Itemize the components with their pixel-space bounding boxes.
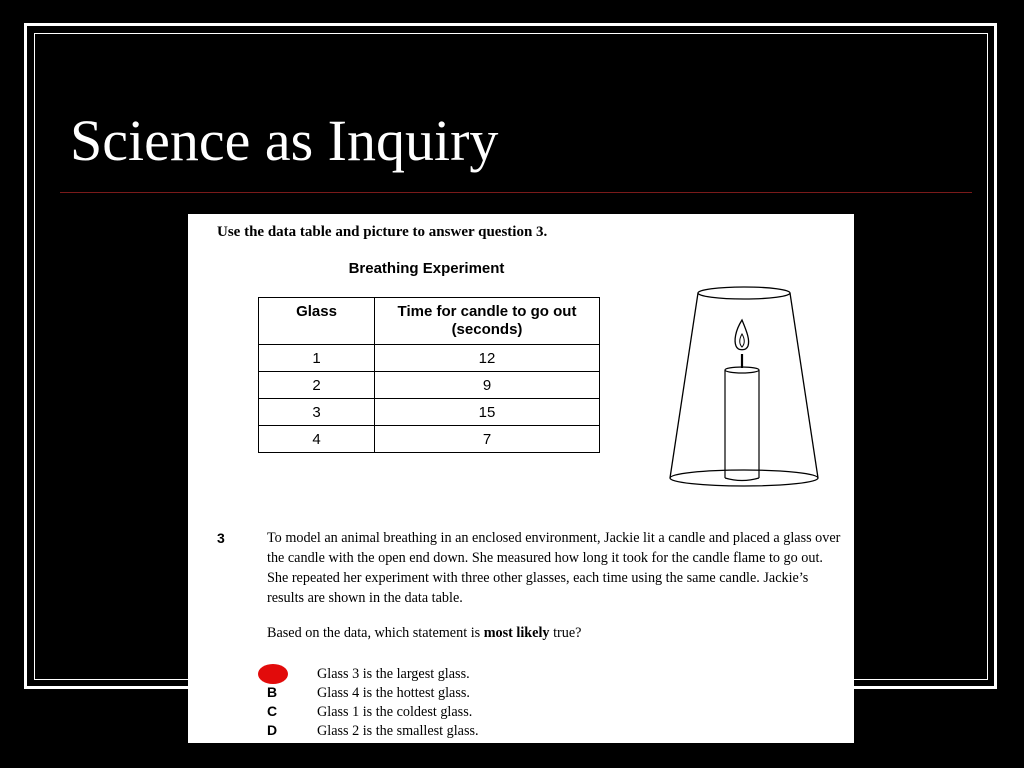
question-body: To model an animal breathing in an enclosed environment, Jackie lit a candle and placed a glass over the candle with the open end down. She measured how long it took for the candle flame to go out. She repeated her experiment with three other glasses, each time using the same candle. Jackie’s results are shown in the data table.: [267, 530, 841, 606]
option-text: Glass 2 is the smallest glass.: [317, 723, 479, 739]
table-header-time: Time for candle to go out (seconds): [375, 298, 600, 345]
table-row: [259, 345, 600, 372]
option-letter: B: [267, 684, 278, 700]
table-header-glass: Glass: [259, 298, 375, 345]
table-cell-glass: 1: [259, 345, 375, 372]
table-row: [259, 399, 600, 426]
option-letter: C: [267, 703, 278, 719]
answer-option-a[interactable]: [267, 665, 470, 683]
table-cell-glass: 4: [259, 426, 375, 453]
table-cell-time: 15: [375, 399, 600, 426]
prompt-emphasis: most likely: [483, 625, 550, 641]
answer-option-d[interactable]: [267, 722, 479, 740]
slide-title: Science as Inquiry: [70, 108, 499, 173]
answer-option-c[interactable]: [267, 703, 472, 721]
option-text: Glass 4 is the hottest glass.: [317, 685, 470, 701]
question-number: 3: [217, 530, 225, 546]
table-cell-time: 7: [375, 426, 600, 453]
prompt-text-after: true?: [549, 625, 582, 641]
option-text: Glass 1 is the coldest glass.: [317, 704, 473, 720]
table-header-row: [259, 298, 600, 345]
table-row: [259, 372, 600, 399]
table-cell-time: 12: [375, 345, 600, 372]
question-prompt: [267, 625, 581, 642]
selected-answer-marker: [258, 664, 288, 684]
option-text: Glass 3 is the largest glass.: [317, 666, 470, 682]
worksheet-image: [188, 214, 854, 743]
table-cell-time: 9: [375, 372, 600, 399]
table-cell-glass: 2: [259, 372, 375, 399]
data-table: [258, 297, 600, 453]
table-row: [259, 426, 600, 453]
option-letter: D: [267, 722, 278, 738]
title-divider: [60, 192, 972, 193]
answer-option-b[interactable]: [267, 684, 470, 702]
candle-under-glass-icon: [664, 282, 824, 494]
prompt-text-before: Based on the data, which statement is: [267, 625, 484, 641]
table-cell-glass: 3: [259, 399, 375, 426]
table-caption: Breathing Experiment: [348, 260, 505, 277]
worksheet-instruction: Use the data table and picture to answer question 3.: [217, 224, 548, 240]
